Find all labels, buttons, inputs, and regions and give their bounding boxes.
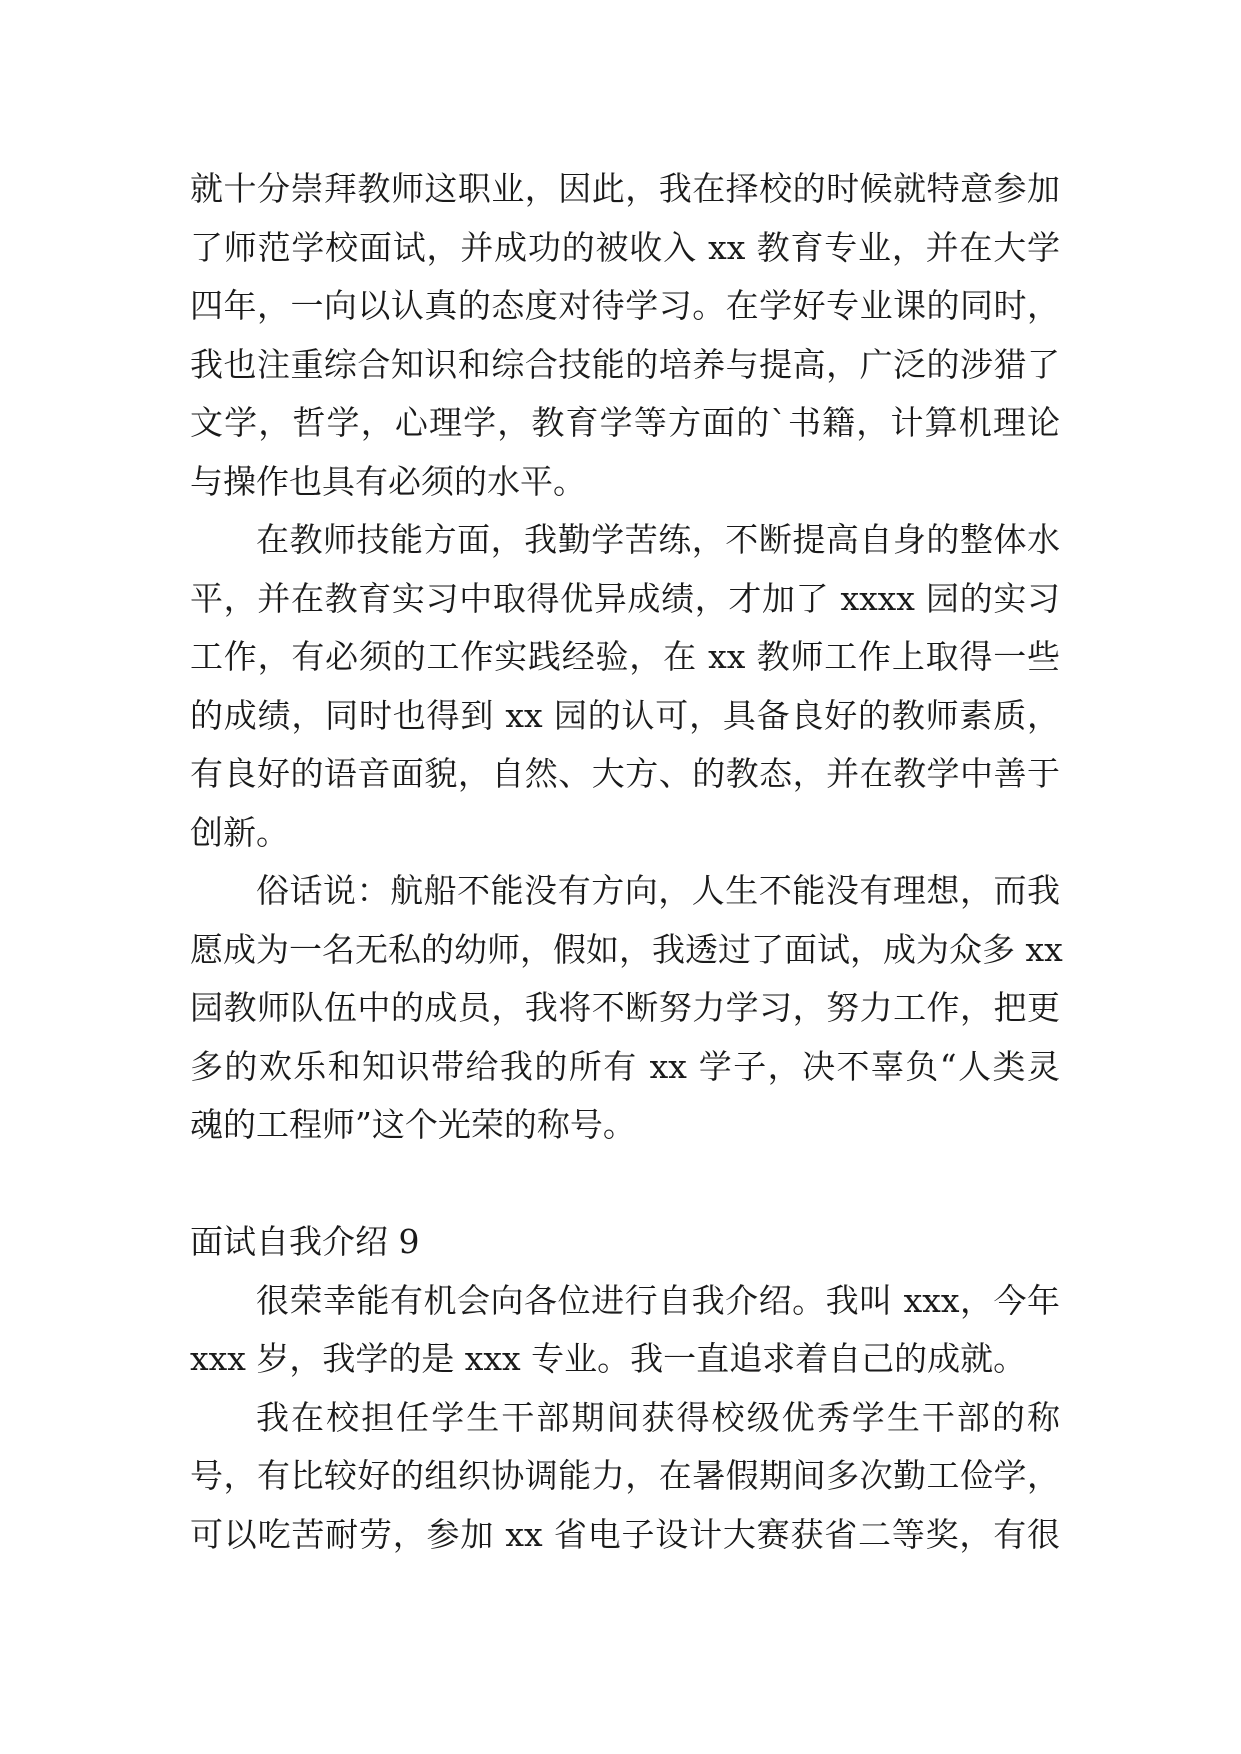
text-line: 号，有比较好的组织协调能力，在暑假期间多次勤工俭学，: [190, 1456, 1060, 1495]
text-line: 文学，哲学，心理学，教育学等方面的`书籍，计算机理论: [190, 403, 1060, 442]
paragraph: [190, 862, 1063, 1155]
text-line: 创新。: [190, 812, 289, 852]
text-line: 魂的工程师”这个光荣的称号。: [190, 1105, 636, 1144]
paragraph: [190, 160, 1060, 511]
text-line: 的成绩，同时也得到 xx 园的认可，具备良好的教师素质，: [190, 695, 1060, 735]
text-line: 工作，有必须的工作实践经验，在 xx 教师工作上取得一些: [190, 637, 1060, 676]
blank-line: [190, 1155, 1060, 1214]
text-line: 我也注重综合知识和综合技能的培养与提高，广泛的涉猎了: [190, 344, 1060, 384]
text-line: 在教师技能方面，我勤学苦练，不断提高自身的整体水: [256, 520, 1060, 559]
text-line: 我在校担任学生干部期间获得校级优秀学生干部的称: [256, 1397, 1060, 1437]
text-line: 很荣幸能有机会向各位进行自我介绍。我叫 xxx，今年: [256, 1280, 1060, 1320]
text-line: 四年，一向以认真的态度对待学习。在学好专业课的同时，: [190, 286, 1060, 325]
paragraph: [190, 1272, 1060, 1389]
text-line: 多的欢乐和知识带给我的所有 xx 学子，决不辜负“人类灵: [190, 1046, 1060, 1086]
text-line: 了师范学校面试，并成功的被收入 xx 教育专业，并在大学: [190, 227, 1060, 267]
text-line: 就十分崇拜教师这职业，因此，我在择校的时候就特意参加: [190, 169, 1060, 208]
text-line: 与操作也具有必须的水平。: [190, 461, 586, 501]
paragraph: [190, 1389, 1060, 1565]
text-line: 有良好的语音面貌，自然、大方、的教态，并在教学中善于: [190, 754, 1060, 793]
section-heading: 面试自我介绍 9: [190, 1222, 420, 1261]
document-body: [190, 160, 1063, 1564]
text-line: 平，并在教育实习中取得优异成绩，才加了 xxxx 园的实习: [190, 578, 1060, 618]
text-line: 愿成为一名无私的幼师，假如，我透过了面试，成为众多 xx: [190, 929, 1063, 969]
paragraph: [190, 511, 1060, 862]
text-line: xxx 岁，我学的是 xxx 专业。我一直追求着自己的成就。: [190, 1339, 1027, 1378]
text-line: 可以吃苦耐劳，参加 xx 省电子设计大赛获省二等奖，有很: [190, 1514, 1060, 1554]
text-line: 俗话说：航船不能没有方向，人生不能没有理想，而我: [256, 871, 1060, 910]
text-line: 园教师队伍中的成员，我将不断努力学习，努力工作，把更: [190, 988, 1060, 1027]
